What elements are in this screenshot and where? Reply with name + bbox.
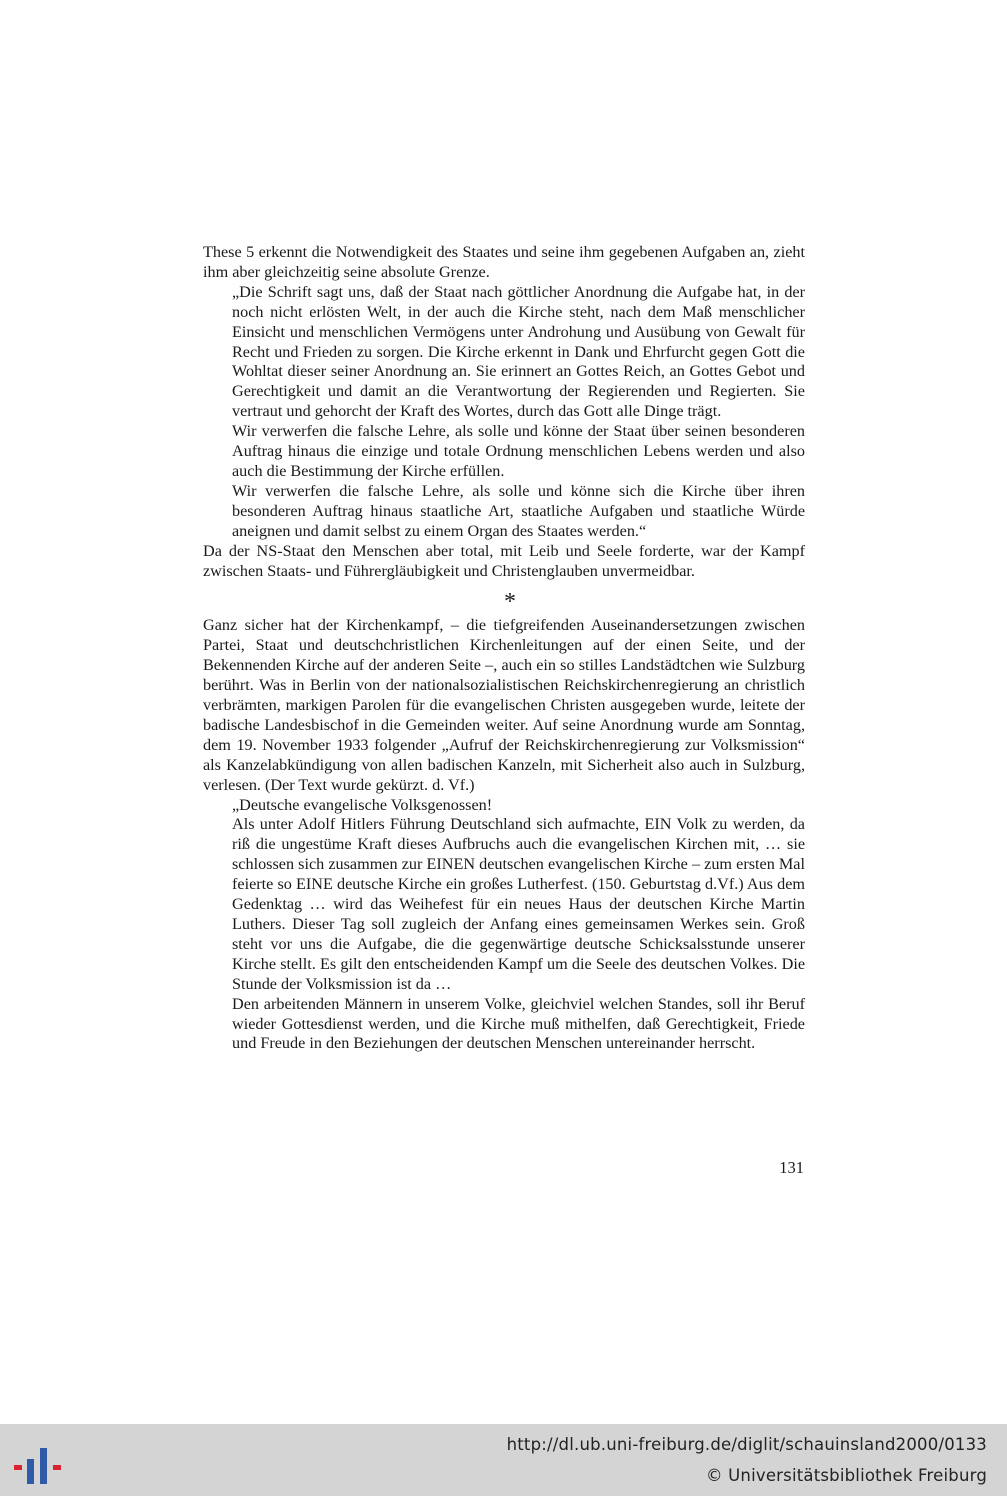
body-text (203, 243, 805, 1054)
quoted-paragraph: Den arbeitenden Männern in unserem Volke, gleichviel welchen Standes, soll ihr Beruf wieder Gottesdienst werden, und die Kirche muß mithelfen, daß Gerechtigkeit, Friede und Freude in den Beziehungen der deutschen Menschen untereinander herrscht. (232, 994, 805, 1053)
ub-freiburg-logo-icon (14, 1436, 66, 1486)
paragraph: These 5 erkennt die Notwendigkeit des Staates und seine ihm gegebenen Aufgaben an, zieht ihm aber gleichzeitig seine absolute Grenze. (203, 243, 805, 281)
page-number: 131 (779, 1158, 804, 1177)
document-url-link[interactable]: http://dl.ub.uni-freiburg.de/diglit/schauinsland2000/0133 (506, 1435, 987, 1454)
paragraph: Da der NS-Staat den Menschen aber total, mit Leib und Seele forderte, war der Kampf zwischen Staats- und Führergläubigkeit und Christenglauben unvermeidbar. (203, 541, 805, 580)
footer-bar (0, 1424, 1007, 1496)
paragraph: Ganz sicher hat der Kirchenkampf, – die tiefgreifenden Auseinandersetzungen zwischen Partei, Staat und deutschchristlichen Kirchenleitungen auf der einen Seite, und der Bekennenden Kirche auf der anderen Seite –, auch ein so stilles Landstädtchen wie Sulzburg berührt. Was in Berlin von der nationalsozialistischen Reichskirchenregierung an christlich verbrämten, markigen Parolen für die evangelischen Christen ausgegeben wurde, leitete der badische Landesbischof in die Gemeinden weiter. Auf seine Anordnung wurde am Sonntag, dem 19. November 1933 folgender „Aufruf der Reichskirchenregierung zur Volksmission“ als Kanzelabkündigung von allen badischen Kanzeln, mit Sicherheit also auch in Sulzburg, verlesen. (Der Text wurde gekürzt. d. Vf.) (203, 616, 805, 794)
quoted-paragraph: „Deutsche evangelische Volksgenossen! (232, 795, 493, 814)
copyright-notice: © Universitätsbibliothek Freiburg (705, 1466, 987, 1485)
quoted-paragraph: „Die Schrift sagt uns, daß der Staat nach göttlicher Anordnung die Aufgabe hat, in der noch nicht erlösten Welt, in der auch die Kirche steht, nach dem Maß menschlicher Einsicht und menschlichen Vermögens unter Androhung und Ausübung von Gewalt für Recht und Frieden zu sorgen. Die Kirche erkennt in Dank und Ehrfurcht gegen Gott die Wohltat dieser seiner Anordnung an. Sie erinnert an Gottes Reich, an Gottes Gebot und Gerechtigkeit und damit an die Verantwortung der Regierenden und Regierten. Sie vertraut und gehorcht der Kraft des Wortes, durch das Gott alle Dinge trägt. (232, 282, 805, 421)
section-separator: * (504, 589, 516, 616)
quoted-paragraph: Wir verwerfen die falsche Lehre, als solle und könne der Staat über seinen besonderen Auftrag hinaus die einzige und totale Ordnung menschlichen Lebens werden und also auch die Bestimmung der Kirche erfüllen. (232, 422, 805, 480)
quoted-paragraph: Wir verwerfen die falsche Lehre, als solle und könne sich die Kirche über ihren besonderen Auftrag hinaus staatliche Art, staatliche Aufgaben und staatliche Würde aneignen und damit selbst zu einem Organ des Staates werden.“ (232, 481, 805, 540)
quoted-paragraph: Als unter Adolf Hitlers Führung Deutschland sich aufmachte, EIN Volk zu werden, da riß die ungestüme Kraft dieses Aufbruchs auch die evangelischen Kirchen mit, … sie schlossen sich zusammen zur EINEN deutschen evangelischen Kirche – zum ersten Mal feierte so EINE deutsche Kirche ein großes Lutherfest. (150. Geburtstag d.Vf.) Aus dem Gedenktag … wird das Weihefest für ein neues Haus der deutschen Kirche Martin Luthers. Dieser Tag soll zugleich der Anfang eines gemeinsamen Werkes sein. Groß steht vor uns die Aufgabe, die die gegenwärtige deutsche Schicksalsstunde unserer Kirche stellt. Es gilt den entscheidenden Kampf um die Seele des deutschen Volkes. Die Stunde der Volksmission ist da … (232, 815, 805, 993)
